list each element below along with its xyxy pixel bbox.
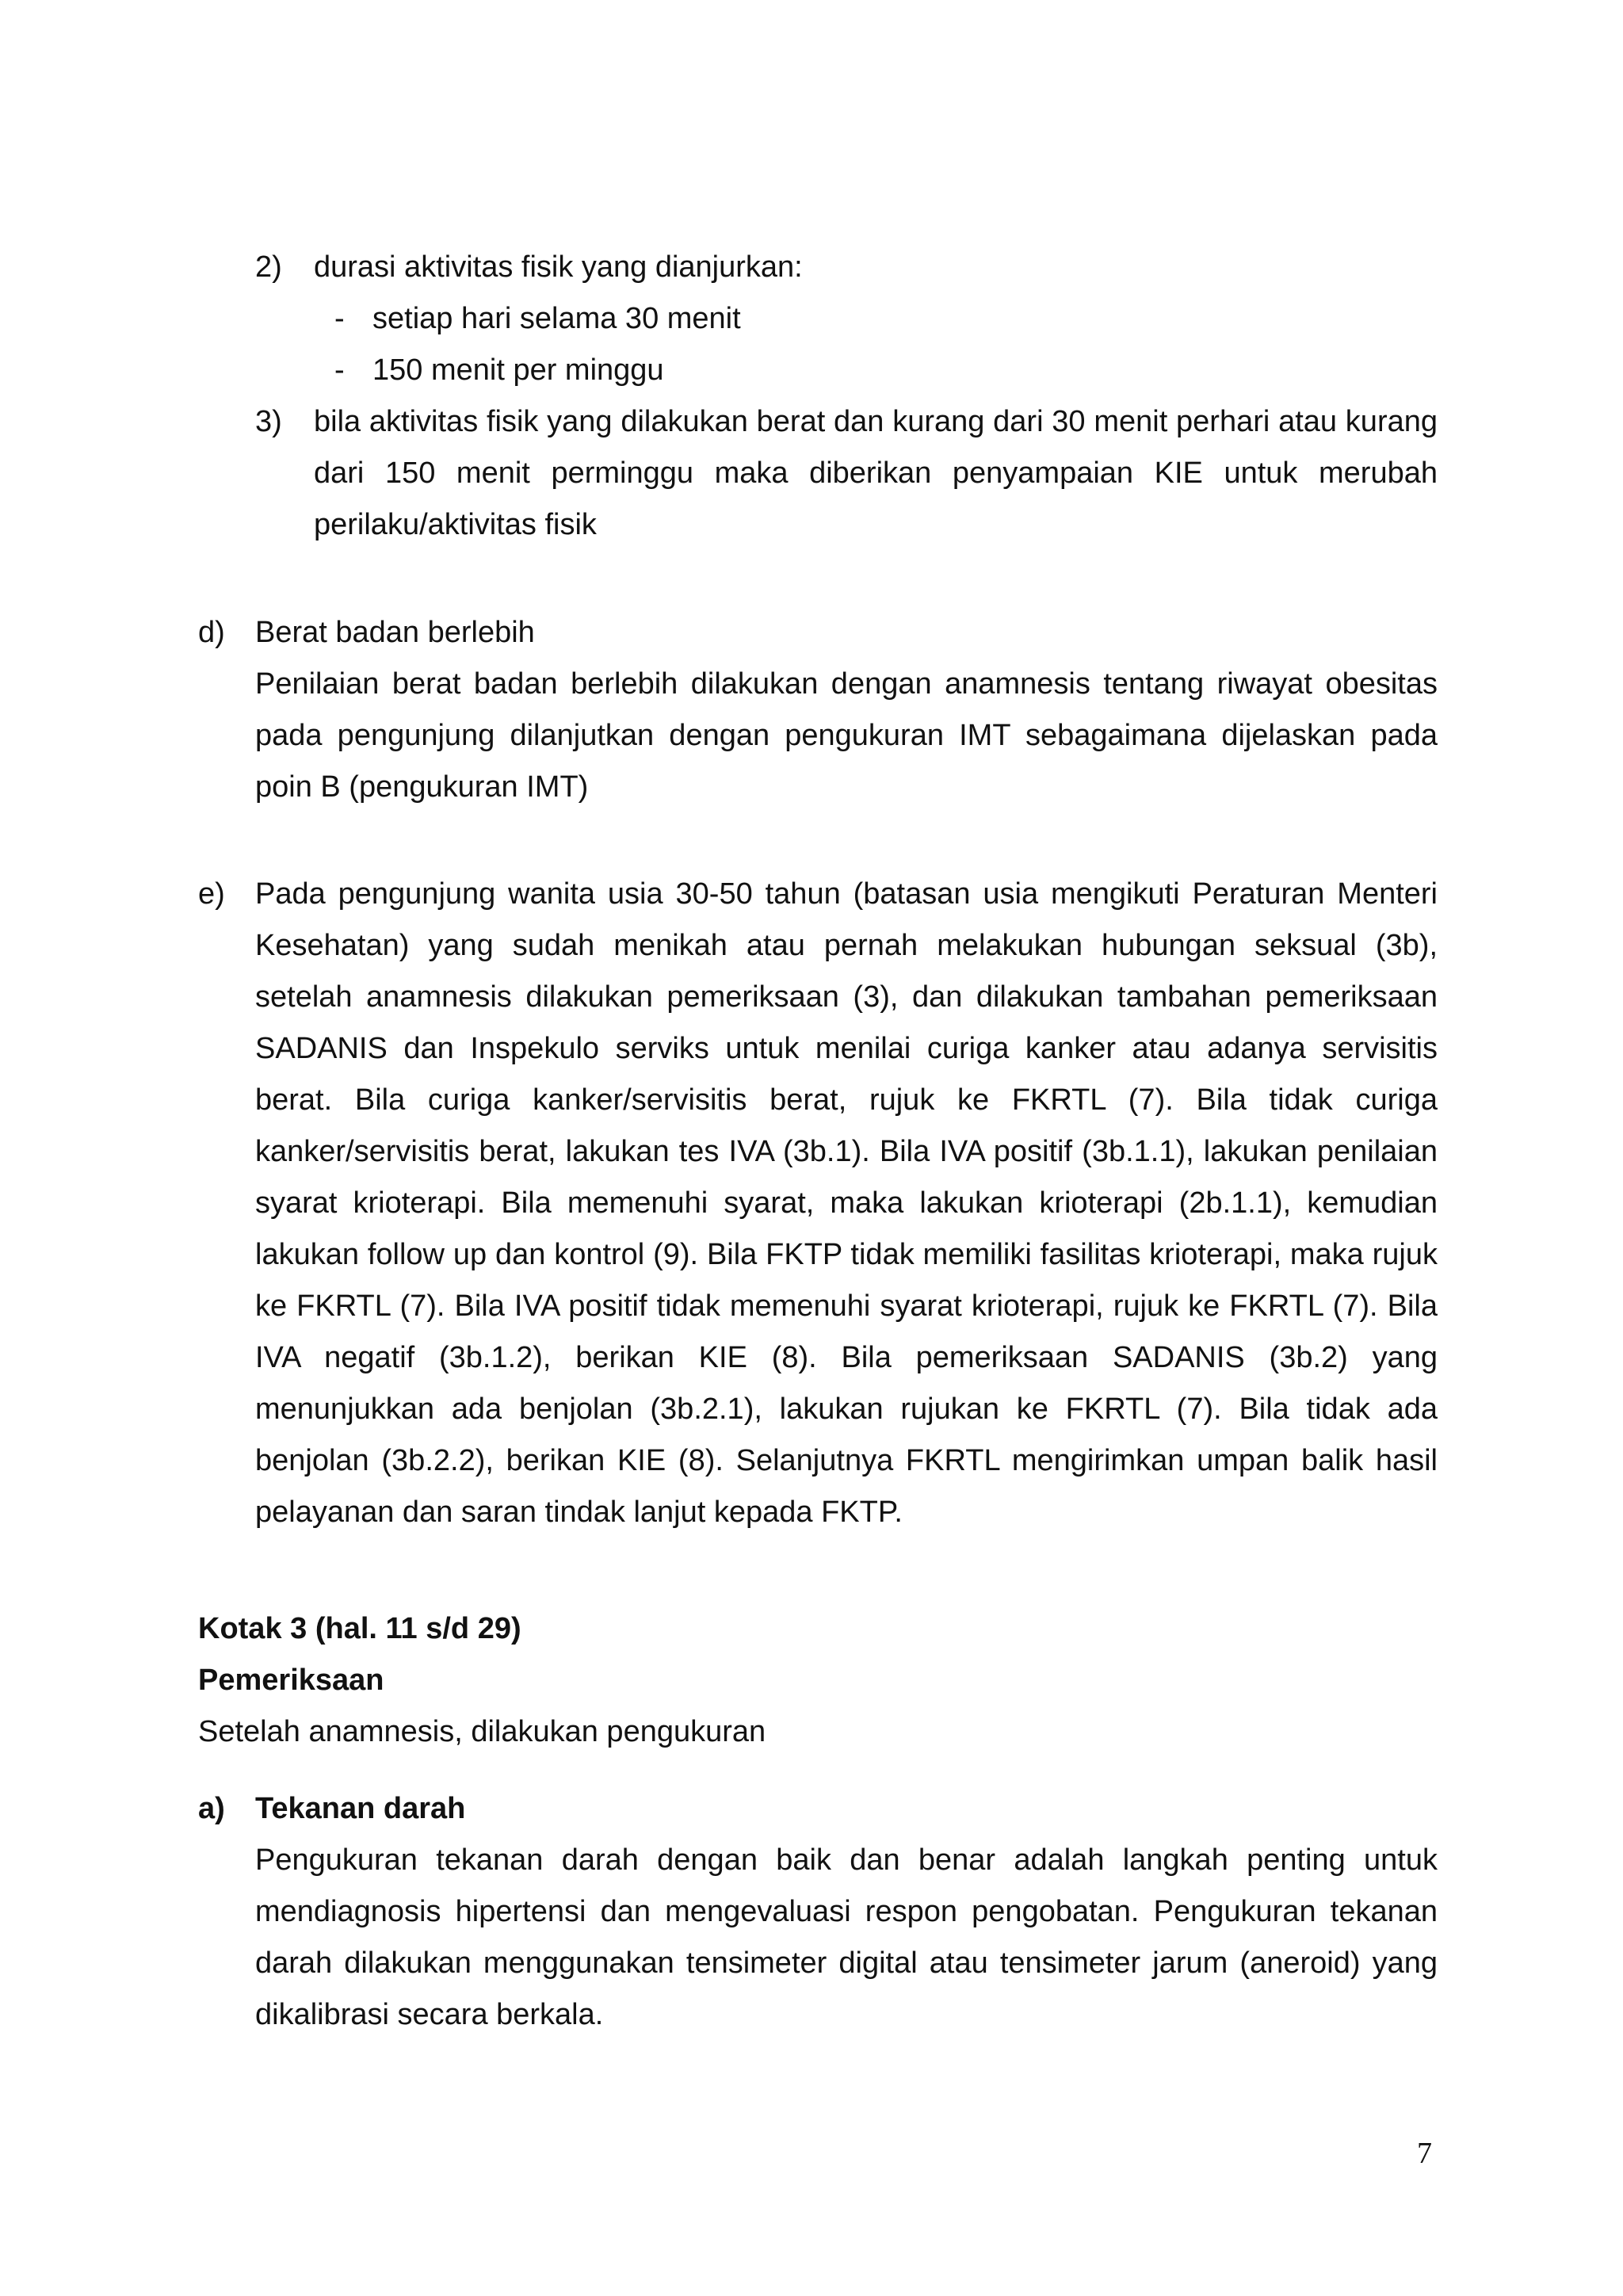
box-intro: Setelah anamnesis, dilakukan pengukuran (198, 1715, 766, 1748)
bullet-dash: - (334, 353, 345, 387)
section-paragraph: Pengukuran tekanan darah dengan baik dan benar adalah langkah penting untuk mendiagnosis hipertensi dan mengevaluasi respon pengobatan. Pengukuran tekanan darah dilakukan menggunakan tensimeter digital atau tensimeter jarum (aneroid) yang dikalibrasi secara berkala. (255, 1843, 1438, 2031)
section-title: Tekanan darah (255, 1792, 466, 1825)
page-number: 7 (1417, 2137, 1432, 2170)
bullet-text: setiap hari selama 30 menit (372, 302, 741, 335)
section-paragraph: Penilaian berat badan berlebih dilakukan dengan anamnesis tentang riwayat obesitas pada pengunjung dilanjutkan dengan pengukuran IMT sebagaimana dijelaskan pada poin B (pengukuran IMT) (255, 667, 1438, 804)
box-heading: Kotak 3 (hal. 11 s/d 29) (198, 1612, 521, 1645)
section-letter: e) (198, 877, 225, 911)
section-letter: a) (198, 1792, 225, 1825)
bullet-text: 150 menit per minggu (372, 353, 664, 387)
list-number: 2) (255, 250, 282, 284)
section-letter: d) (198, 616, 225, 649)
box-subheading: Pemeriksaan (198, 1664, 384, 1697)
section-title: Berat badan berlebih (255, 616, 535, 649)
list-number: 3) (255, 405, 282, 438)
bullet-dash: - (334, 302, 345, 335)
list-item-text: durasi aktivitas fisik yang dianjurkan: (314, 250, 803, 284)
list-item-paragraph: bila aktivitas fisik yang dilakukan berat dan kurang dari 30 menit perhari atau kurang dari 150 menit perminggu maka diberikan penyampaian KIE untuk merubah perilaku/aktivitas fisik (314, 405, 1438, 541)
section-paragraph: Pada pengunjung wanita usia 30-50 tahun (batasan usia mengikuti Peraturan Menteri Kesehatan) yang sudah menikah atau pernah melakukan hubungan seksual (3b), setelah anamnesis dilakukan pemeriksaan (3), dan dilakukan tambahan pemeriksaan SADANIS dan Inspekulo serviks untuk menilai curiga kanker atau adanya servisitis berat. Bila curiga kanker/servisitis berat, rujuk ke FKRTL (7). Bila tidak curiga kanker/servisitis berat, lakukan tes IVA (3b.1). Bila IVA positif (3b.1.1), lakukan penilaian syarat krioterapi. Bila memenuhi syarat, maka lakukan krioterapi (2b.1.1), kemudian lakukan follow up dan kontrol (9). Bila FKTP tidak memiliki fasilitas krioterapi, maka rujuk ke FKRTL (7). Bila IVA positif tidak memenuhi syarat krioterapi, rujuk ke FKRTL (7). Bila IVA negatif (3b.1.2), berikan KIE (8). Bila pemeriksaan SADANIS (3b.2) yang menunjukkan ada benjolan (3b.2.1), lakukan rujukan ke FKRTL (7). Bila tidak ada benjolan (3b.2.2), berikan KIE (8). Selanjutnya FKRTL mengirimkan umpan balik hasil pelayanan dan saran tindak lanjut kepada FKTP. (255, 877, 1438, 1529)
